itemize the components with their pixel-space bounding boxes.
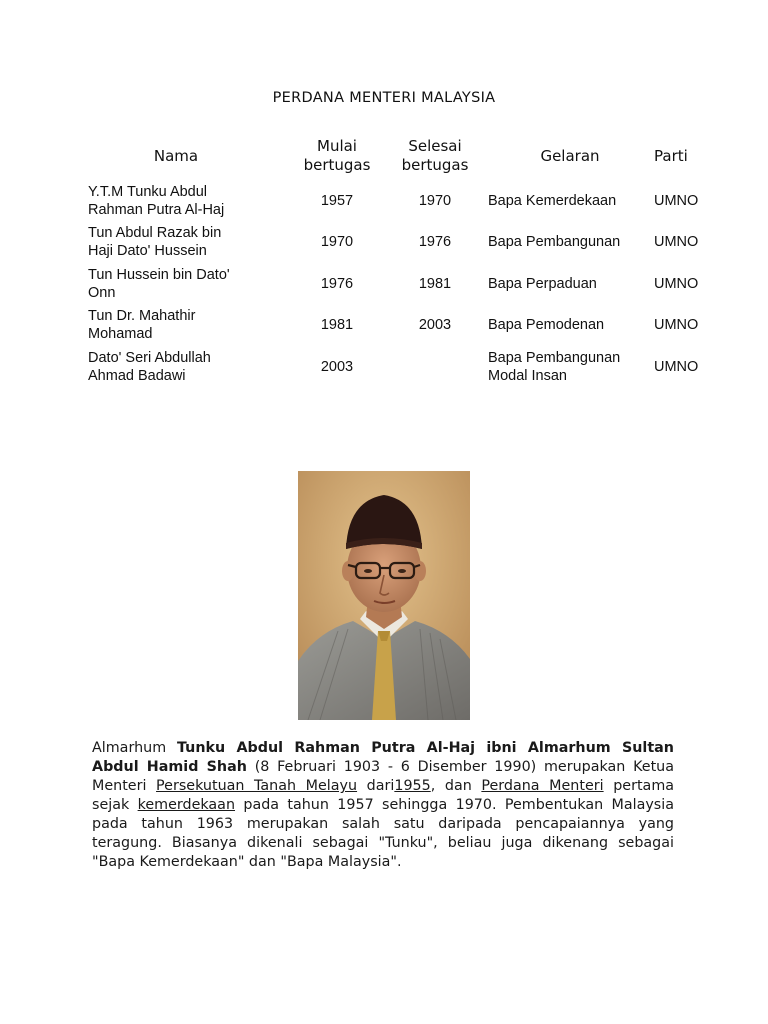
cell-title-line1: Bapa Kemerdekaan — [488, 192, 617, 209]
cell-title-line1: Bapa Pemodenan — [488, 317, 605, 334]
bio-text-6: pada tahun 1957 sehingga 1970. Pembentukan Malaysia pada tahun 1963 merupakan salah satu daripada pencapaiannya yang teragung. Biasanya dikenali sebagai "Tunku", beliau juga dikenang sebagai "Bapa Kemerdekaan" dan "Bapa Malaysia". — [92, 797, 674, 870]
prime-ministers-table — [88, 132, 720, 388]
cell-start: 1957 — [320, 192, 354, 209]
cell-title — [484, 180, 652, 222]
cell-name — [88, 180, 288, 222]
cell-party: UMNO — [654, 192, 699, 209]
cell-start: 2003 — [320, 358, 354, 375]
bio-text-3: dari — [357, 778, 395, 794]
table-row — [88, 305, 720, 347]
bio-full-name: Tunku Abdul Rahman Putra Al-Haj ibni Almarhum Sultan Abdul Hamid Shah — [92, 740, 674, 775]
cell-title-line1: Bapa Pembangunan — [488, 234, 621, 251]
cell-title-line2: Modal Insan — [488, 367, 567, 384]
cell-end: 1976 — [418, 234, 452, 251]
cell-party: UMNO — [654, 234, 699, 251]
header-title: Gelaran — [540, 146, 600, 165]
cell-name-line2: Onn — [88, 284, 116, 301]
cell-name-line1: Y.T.M Tunku Abdul — [88, 183, 208, 200]
cell-end: 2003 — [418, 317, 452, 334]
cell-name — [88, 346, 288, 388]
cell-party: UMNO — [654, 275, 699, 292]
table-header-row — [88, 132, 720, 180]
portrait-painting-icon — [298, 471, 470, 720]
cell-start: 1970 — [320, 234, 354, 251]
cell-name-line1: Dato' Seri Abdullah — [88, 349, 211, 366]
cell-name-line2: Ahmad Badawi — [88, 367, 186, 384]
header-end-line1: Selesai — [408, 137, 462, 155]
header-name: Nama — [153, 146, 199, 165]
cell-name-line1: Tun Dr. Mahathir — [88, 308, 196, 325]
portrait-painting — [298, 471, 470, 720]
cell-party: UMNO — [654, 317, 699, 334]
cell-name-line1: Tun Abdul Razak bin — [88, 225, 222, 242]
table-row — [88, 222, 720, 264]
bio-text-1: Almarhum — [92, 740, 177, 756]
bio-text-5: pertama sejak — [92, 778, 675, 813]
cell-title — [484, 305, 652, 347]
cell-name-line2: Mohamad — [88, 326, 153, 343]
link-1955[interactable]: 1955 — [394, 778, 431, 794]
cell-title — [484, 346, 652, 388]
cell-end — [386, 346, 484, 388]
cell-start: 1976 — [320, 275, 354, 292]
cell-start: 1981 — [320, 317, 354, 334]
link-perdana-menteri[interactable]: Perdana Menteri — [481, 778, 604, 794]
cell-name-line1: Tun Hussein bin Dato' — [88, 266, 230, 283]
header-end-line2: bertugas — [401, 156, 469, 174]
link-kemerdekaan[interactable]: kemerdekaan — [137, 797, 236, 813]
cell-title-line1: Bapa Pembangunan — [488, 349, 621, 366]
link-persekutuan-tanah-melayu[interactable]: Persekutuan Tanah Melayu — [156, 778, 358, 794]
cell-title-line1: Bapa Perpaduan — [488, 275, 597, 292]
page-title: PERDANA MENTERI MALAYSIA — [272, 90, 496, 106]
bio-text-2: (8 Februari 1903 - 6 Disember 1990) merupakan Ketua Menteri — [92, 759, 674, 794]
table-row — [88, 263, 720, 305]
cell-title — [484, 263, 652, 305]
cell-end: 1981 — [418, 275, 452, 292]
cell-name — [88, 222, 288, 264]
header-start-line1: Mulai — [317, 137, 357, 155]
cell-party: UMNO — [654, 358, 699, 375]
cell-name — [88, 305, 288, 347]
header-end — [386, 132, 484, 180]
biography-paragraph — [92, 739, 674, 872]
bio-text-4: , dan — [430, 778, 482, 794]
header-party: Parti — [654, 146, 688, 165]
cell-name — [88, 263, 288, 305]
cell-end: 1970 — [418, 192, 452, 209]
table-row — [88, 346, 720, 388]
cell-name-line2: Rahman Putra Al-Haj — [88, 201, 225, 218]
header-start-line2: bertugas — [303, 156, 371, 174]
cell-title — [484, 222, 652, 264]
table-row — [88, 180, 720, 222]
header-start — [288, 132, 386, 180]
cell-name-line2: Haji Dato' Hussein — [88, 243, 207, 260]
